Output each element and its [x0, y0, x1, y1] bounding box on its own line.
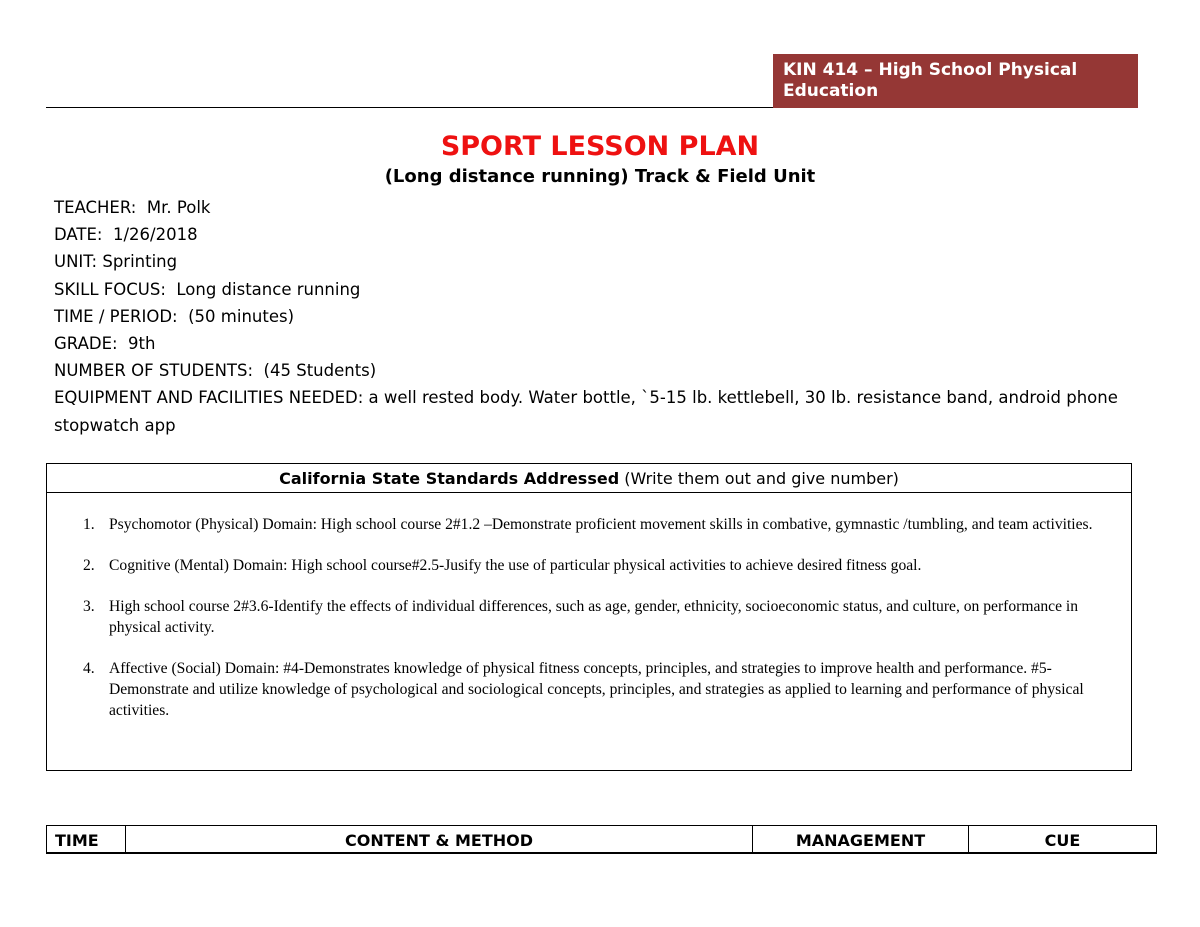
students-line: NUMBER OF STUDENTS: (45 Students)	[54, 361, 377, 381]
standards-header	[47, 464, 1131, 493]
equipment-line: EQUIPMENT AND FACILITIES NEEDED: a well rested body. Water bottle, `5-15 lb. kettlebell, 30 lb. resistance band, android phone stopwatch app	[54, 388, 1118, 435]
standards-box	[46, 463, 1132, 771]
page-subtitle: (Long distance running) Track & Field Unit	[384, 166, 816, 187]
standards-header-note: (Write them out and give number)	[619, 469, 899, 488]
standard-item	[83, 555, 1123, 576]
standards-list	[83, 514, 1123, 741]
standard-text: Cognitive (Mental) Domain: High school course#2.5-Jusify the use of particular physical activities to achieve desired fitness goal.	[109, 557, 922, 574]
standards-header-title: California State Standards Addressed	[279, 469, 620, 488]
standard-text: High school course 2#3.6-Identify the effects of individual differences, such as age, gender, ethnicity, socioeconomic status, and culture, on performance in physical activity.	[109, 598, 1079, 636]
grade-line: GRADE: 9th	[54, 334, 156, 354]
skill-focus-line: SKILL FOCUS: Long distance running	[54, 279, 361, 299]
header-divider	[46, 107, 773, 108]
column-header-content-method: CONTENT & METHOD	[126, 826, 753, 852]
standard-number: 1.	[83, 516, 95, 533]
column-header-time: TIME	[47, 826, 126, 852]
standard-item	[83, 658, 1123, 721]
standard-number: 2.	[83, 557, 95, 574]
unit-line: UNIT: Sprinting	[54, 252, 178, 272]
standard-number: 4.	[83, 660, 95, 677]
teacher-line: TEACHER: Mr. Polk	[54, 198, 211, 217]
standard-item	[83, 514, 1123, 535]
lesson-info	[54, 194, 1144, 439]
column-header-cue: CUE	[1044, 831, 1081, 850]
standard-text: Psychomotor (Physical) Domain: High school course 2#1.2 –Demonstrate proficient movement skills in combative, gymnastic /tumbling, and team activities.	[109, 516, 1093, 533]
column-header-management: MANAGEMENT	[753, 826, 969, 852]
schedule-table-header	[46, 825, 1157, 854]
standard-item	[83, 596, 1123, 638]
date-line: DATE: 1/26/2018	[54, 225, 198, 245]
standard-number: 3.	[83, 598, 95, 615]
course-badge: KIN 414 – High School Physical Education	[773, 54, 1138, 108]
page-title: SPORT LESSON PLAN	[440, 131, 760, 162]
time-period-line: TIME / PERIOD: (50 minutes)	[54, 306, 295, 326]
standard-text: Affective (Social) Domain: #4-Demonstrates knowledge of physical fitness concepts, principles, and strategies to improve health and performance. #5-Demonstrate and utilize knowledge of psychological and sociological concepts, principles, and strategies as applied to learning and performance of physical activities.	[109, 660, 1084, 719]
